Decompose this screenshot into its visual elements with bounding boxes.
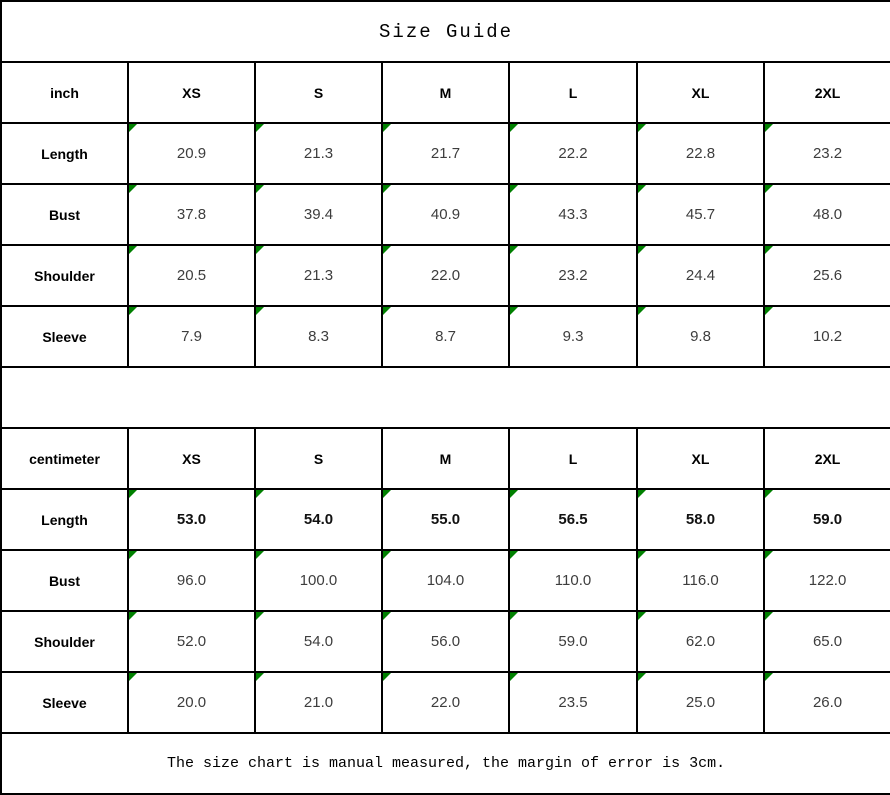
unit-header-centimeter: centimeter [1,428,128,489]
table-row [1,184,890,245]
cell-corner-marker-icon [383,673,391,681]
measurement-label: Bust [1,184,128,245]
cell-corner-marker-icon [256,185,264,193]
spacer-row-cell [1,367,890,428]
table-row [1,1,890,62]
cell-corner-marker-icon [383,612,391,620]
measurement-value: 20.5 [128,245,255,306]
cell-corner-marker-icon [129,551,137,559]
cell-corner-marker-icon [383,490,391,498]
measurement-value: 9.8 [637,306,764,367]
measurement-value: 25.0 [637,672,764,733]
measurement-value: 53.0 [128,489,255,550]
measurement-value: 39.4 [255,184,382,245]
cell-corner-marker-icon [765,551,773,559]
measurement-value: 59.0 [764,489,890,550]
measurement-value: 59.0 [509,611,637,672]
size-header: 2XL [764,428,890,489]
measurement-value: 8.7 [382,306,509,367]
cell-corner-marker-icon [638,551,646,559]
measurement-value: 23.2 [509,245,637,306]
table-row [1,62,890,123]
cell-corner-marker-icon [129,307,137,315]
cell-corner-marker-icon [510,246,518,254]
measurement-value: 100.0 [255,550,382,611]
size-header: XL [637,62,764,123]
cell-corner-marker-icon [510,185,518,193]
measurement-value: 20.0 [128,672,255,733]
cell-corner-marker-icon [765,307,773,315]
measurement-value: 21.7 [382,123,509,184]
cell-corner-marker-icon [383,246,391,254]
size-header: M [382,62,509,123]
cell-corner-marker-icon [383,124,391,132]
measurement-label: Shoulder [1,611,128,672]
measurement-label: Sleeve [1,306,128,367]
page-title: Size Guide [1,1,890,62]
cell-corner-marker-icon [510,307,518,315]
cell-corner-marker-icon [510,612,518,620]
cell-corner-marker-icon [256,673,264,681]
measurement-value: 21.3 [255,123,382,184]
cell-corner-marker-icon [510,490,518,498]
cell-corner-marker-icon [765,185,773,193]
cell-corner-marker-icon [638,185,646,193]
measurement-value: 25.6 [764,245,890,306]
measurement-value: 22.0 [382,672,509,733]
measurement-value: 20.9 [128,123,255,184]
measurement-value: 62.0 [637,611,764,672]
measurement-value: 52.0 [128,611,255,672]
measurement-value: 56.0 [382,611,509,672]
table-row [1,367,890,428]
cell-corner-marker-icon [256,246,264,254]
cell-corner-marker-icon [129,124,137,132]
table-row [1,550,890,611]
measurement-value: 22.8 [637,123,764,184]
size-header: XS [128,428,255,489]
cell-corner-marker-icon [256,490,264,498]
measurement-value: 43.3 [509,184,637,245]
cell-corner-marker-icon [383,551,391,559]
size-header: XS [128,62,255,123]
measurement-value: 65.0 [764,611,890,672]
measurement-value: 48.0 [764,184,890,245]
cell-corner-marker-icon [129,612,137,620]
cell-corner-marker-icon [765,490,773,498]
measurement-value: 110.0 [509,550,637,611]
measurement-value: 54.0 [255,489,382,550]
cell-corner-marker-icon [510,124,518,132]
cell-corner-marker-icon [383,185,391,193]
cell-corner-marker-icon [765,673,773,681]
measurement-value: 122.0 [764,550,890,611]
measurement-value: 37.8 [128,184,255,245]
measurement-value: 23.5 [509,672,637,733]
measurement-value: 96.0 [128,550,255,611]
measurement-value: 58.0 [637,489,764,550]
measurement-value: 116.0 [637,550,764,611]
measurement-value: 24.4 [637,245,764,306]
cell-corner-marker-icon [383,307,391,315]
table-row [1,245,890,306]
cell-corner-marker-icon [638,490,646,498]
cell-corner-marker-icon [129,673,137,681]
table-row [1,306,890,367]
cell-corner-marker-icon [765,612,773,620]
cell-corner-marker-icon [638,673,646,681]
cell-corner-marker-icon [765,124,773,132]
size-header: XL [637,428,764,489]
size-header: 2XL [764,62,890,123]
table-row [1,733,890,794]
measurement-value: 21.3 [255,245,382,306]
measurement-value: 21.0 [255,672,382,733]
measurement-value: 10.2 [764,306,890,367]
measurement-value: 55.0 [382,489,509,550]
size-header: S [255,62,382,123]
cell-corner-marker-icon [765,246,773,254]
unit-header-inch: inch [1,62,128,123]
measurement-value: 7.9 [128,306,255,367]
measurement-value: 45.7 [637,184,764,245]
table-row [1,123,890,184]
size-header: M [382,428,509,489]
cell-corner-marker-icon [638,124,646,132]
cell-corner-marker-icon [129,490,137,498]
measurement-value: 56.5 [509,489,637,550]
measurement-label: Length [1,489,128,550]
measurement-value: 40.9 [382,184,509,245]
table-row [1,611,890,672]
measurement-value: 22.2 [509,123,637,184]
footer-note: The size chart is manual measured, the margin of error is 3cm. [1,733,890,794]
measurement-value: 9.3 [509,306,637,367]
size-header: L [509,62,637,123]
measurement-value: 22.0 [382,245,509,306]
measurement-label: Bust [1,550,128,611]
measurement-value: 54.0 [255,611,382,672]
size-header: L [509,428,637,489]
cell-corner-marker-icon [638,612,646,620]
measurement-label: Length [1,123,128,184]
cell-corner-marker-icon [129,185,137,193]
cell-corner-marker-icon [256,551,264,559]
table-row [1,489,890,550]
cell-corner-marker-icon [256,124,264,132]
measurement-label: Shoulder [1,245,128,306]
table-row [1,428,890,489]
cell-corner-marker-icon [256,307,264,315]
cell-corner-marker-icon [129,246,137,254]
measurement-label: Sleeve [1,672,128,733]
measurement-value: 23.2 [764,123,890,184]
measurement-value: 26.0 [764,672,890,733]
measurement-value: 104.0 [382,550,509,611]
size-header: S [255,428,382,489]
measurement-value: 8.3 [255,306,382,367]
cell-corner-marker-icon [256,612,264,620]
cell-corner-marker-icon [510,673,518,681]
cell-corner-marker-icon [638,246,646,254]
table-row [1,672,890,733]
cell-corner-marker-icon [510,551,518,559]
cell-corner-marker-icon [638,307,646,315]
